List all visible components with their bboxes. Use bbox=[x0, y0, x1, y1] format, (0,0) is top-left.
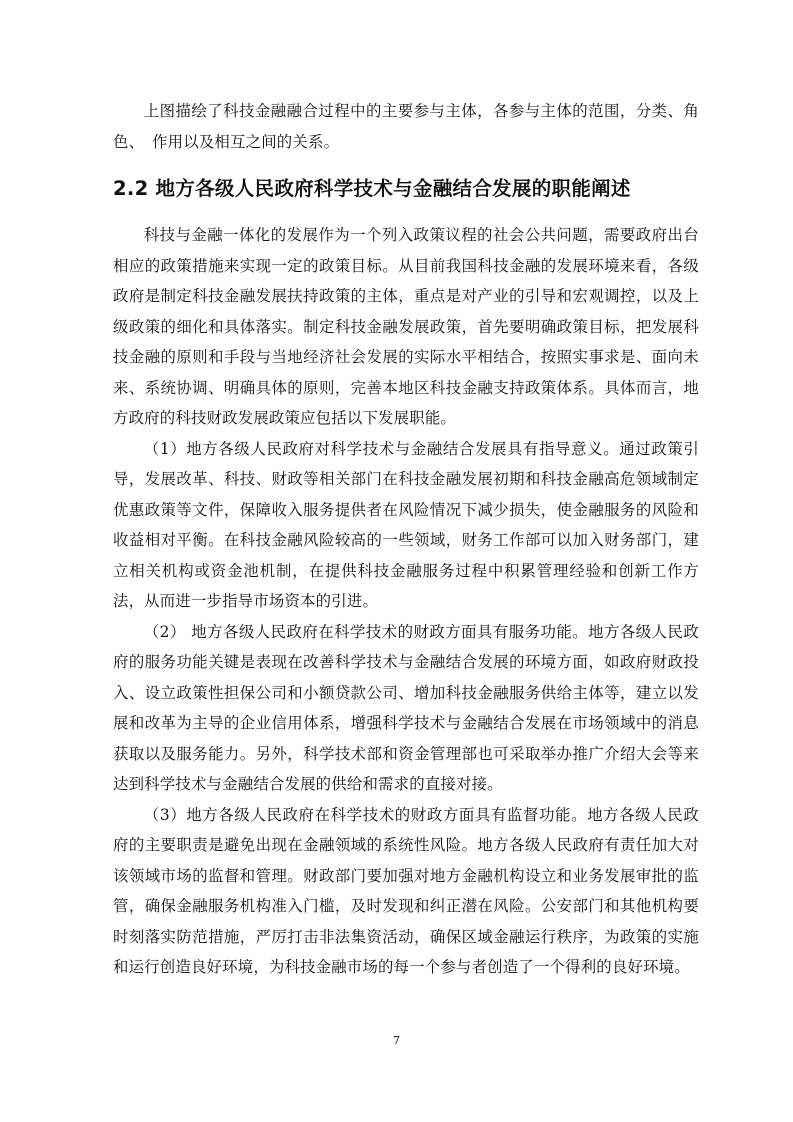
page-number: 7 bbox=[393, 1034, 400, 1047]
body-paragraph-guidance: （1）地方各级人民政府对科学技术与金融结合发展具有指导意义。通过政策引导，发展改革、科技、财政等相关部门在科技金融发展初期和科技金融高危领域制定优惠政策等文件，保障收入服务提供者在风险情况下减少损失，使金融服务的风险和收益相对平衡。在科技金融风险较高的一些领域，财务工作部可以加入财务部门，建立相关机构或资金池机制，在提供科技金融服务过程中积累管理经验和创新工作方法，从而进一步指导市场资本的引进。 bbox=[113, 439, 699, 610]
intro-paragraph: 上图描绘了科技金融融合过程中的主要参与主体，各参与主体的范围，分类、角色、 作用以及相互之间的关系。 bbox=[113, 102, 699, 151]
section-heading: 2.2 地方各级人民政府科学技术与金融结合发展的职能阐述 bbox=[113, 177, 631, 200]
body-paragraph-service: （2） 地方各级人民政府在科学技术的财政方面具有服务功能。地方各级人民政府的服务功能关键是表现在改善科学技术与金融结合发展的环境方面，如政府财政投入、设立政策性担保公司和小额贷款公司、增加科技金融服务供给主体等，建立以发展和改革为主导的企业信用体系，增强科学技术与金融结合发展在市场领域中的消息获取以及服务能力。另外，科学技术部和资金管理部也可采取举办推广介绍大会等来达到科学技术与金融结合发展的供给和需求的直接对接。 bbox=[113, 622, 699, 793]
body-paragraph-overview: 科技与金融一体化的发展作为一个列入政策议程的社会公共问题，需要政府出台相应的政策措施来实现一定的政策目标。从目前我国科技金融的发展环境来看，各级政府是制定科技金融发展扶持政策的主体，重点是对产业的引导和宏观调控，以及上级政策的细化和具体落实。制定科技金融发展政策，首先要明确政策目标，把发展科技金融的原则和手段与当地经济社会发展的实际水平相结合，按照实事求是、面向未来、系统协调、明确具体的原则，完善本地区科技金融支持政策体系。具体而言，地方政府的科技财政发展政策应包括以下发展职能。 bbox=[113, 226, 699, 427]
page-content bbox=[113, 96, 699, 983]
body-paragraph-supervision: （3）地方各级人民政府在科学技术的财政方面具有监督功能。地方各级人民政府的主要职责是避免出现在金融领域的系统性风险。地方各级人民政府有责任加大对该领域市场的监督和管理。财政部门要加强对地方金融机构设立和业务发展审批的监管，确保金融服务机构准入门槛，及时发现和纠正潜在风险。公安部门和其他机构要时刻落实防范措施，严厉打击非法集资活动，确保区域金融运行秩序，为政策的实施和运行创造良好环境，为科技金融市场的每一个参与者创造了一个得利的良好环境。 bbox=[113, 805, 699, 976]
